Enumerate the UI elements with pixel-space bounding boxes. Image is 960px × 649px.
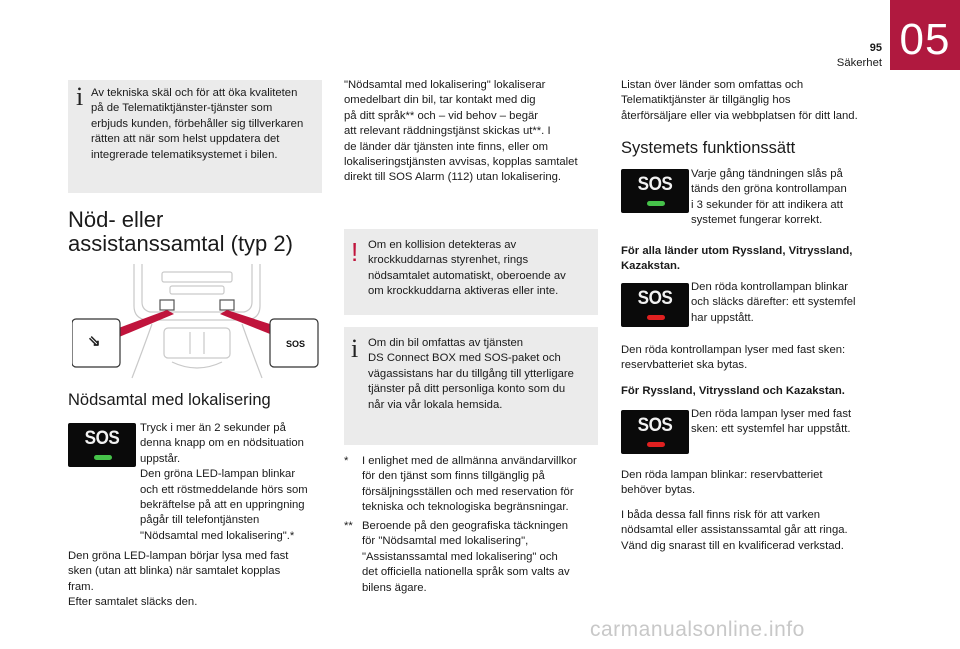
sos-button-green: SOS: [621, 169, 689, 213]
green-led-icon: [647, 201, 665, 206]
red-lamp-fixed-text-2: Den röda lampan lyser med fast sken: ett systemfel har uppstått.: [691, 408, 852, 436]
green-led-description: Den gröna LED-lampan börjar lysa med fast sken (utan att blinka) när samtalet kopplas fram. Efter samtalet släcks den.: [68, 550, 289, 609]
section-title: Säkerhet: [836, 57, 882, 69]
footnote-1-mark: *: [344, 455, 349, 467]
footnote-1: I enlighet med de allmänna användarvillkor för den tjänst som finns tillgänglig på försäljningsställen och med reservation för tekniska och teknologiska begränsningar.: [362, 455, 577, 514]
localisation-paragraph: "Nödsamtal med lokalisering" lokaliserar omedelbart din bil, tar kontakt med dig på ditt språk** och – vid behov – begär att relevant räddningstjänst skickas ut**. I de länder där tjänsten inte finns, eller om lokaliseringstjänsten avvisas, kopplas samtalet direkt till SOS Alarm (112) utan lokalisering.: [344, 79, 578, 184]
final-warning-text: I båda dessa fall finns risk för att varken nödsamtal eller assistanssamtal går att ringa. Vänd dig snarast till en kvalificerad verkstad.: [621, 509, 848, 552]
watermark: carmanualsonline.info: [590, 618, 805, 641]
main-heading: Nöd- eller assistanssamtal (typ 2): [68, 207, 293, 256]
red-led-icon: [647, 442, 665, 447]
subheading-emergency-call: Nödsamtal med lokalisering: [68, 391, 271, 409]
red-lamp-fixed-text: Den röda kontrollampan lyser med fast sken: reservbatteriet ska bytas.: [621, 344, 846, 372]
footnote-2-mark: **: [344, 520, 353, 532]
system-function-heading: Systemets funktionssätt: [621, 139, 796, 157]
warning-icon: !: [351, 237, 359, 267]
green-led-icon: [94, 455, 112, 460]
footnote-2: Beroende på den geografiska täckningen för "Nödsamtal med lokalisering", "Assistanssamtal med lokalisering" och det officiella nationella språk som valts av bilens ägare.: [362, 520, 570, 594]
assistance-call-icon: ⇘: [88, 333, 101, 350]
countries-except-heading: För alla länder utom Ryssland, Vitryssland, Kazakstan.: [621, 245, 853, 273]
info-box-2-text: Om din bil omfattas av tjänsten DS Connect BOX med SOS-paket och vägassistans har du tillgång till ytterligare tjänster på ditt personliga konto som du når via vår lokala hemsida.: [368, 337, 574, 411]
console-illustration: [72, 262, 322, 380]
chapter-tab: [890, 0, 960, 70]
sos-button-label: SOS: [286, 339, 306, 349]
sos-button-red: SOS: [621, 283, 689, 327]
warning-text: Om en kollision detekteras av krockkuddarnas styrenhet, rings nödsamtalet automatiskt, oberoende av om krockkuddarna aktiveras eller inte.: [368, 239, 566, 298]
chapter-number: 05: [899, 15, 951, 64]
page-number: 95: [869, 42, 882, 54]
sos-button-red: SOS: [621, 410, 689, 454]
red-led-icon: [647, 315, 665, 320]
red-lamp-blink-text: Den röda kontrollampan blinkar och släcks därefter: ett systemfel har uppstått.: [691, 281, 856, 324]
red-lamp-blink-battery-text: Den röda lampan blinkar: reservbatteriet behöver bytas.: [621, 469, 823, 497]
russia-heading: För Ryssland, Vitryssland och Kazakstan.: [621, 385, 845, 397]
green-lamp-text: Varje gång tändningen slås på tänds den gröna kontrollampan i 3 sekunder för att indikera att systemet fungerar korrekt.: [691, 168, 847, 227]
info-box-1-text: Av tekniska skäl och för att öka kvaliteten på de Telematiktjänster-tjänster som erbjuds kunden, förbehåller sig tillverkaren rätten att när som helst uppdatera det integrerade telematiksystemet i bilen.: [91, 87, 304, 161]
sos-instructions: Tryck i mer än 2 sekunder på denna knapp om en nödsituation uppstår. Den gröna LED-lampan blinkar och ett röstmeddelande hörs som bekräftelse på att en uppringning pågår till telefontjänsten "Nödsamtal med lokalisering".*: [140, 422, 308, 542]
info-icon: i: [351, 334, 359, 363]
sos-button-green: SOS: [68, 423, 136, 467]
info-icon: i: [76, 82, 84, 111]
country-list-paragraph: Listan över länder som omfattas och Telematiktjänster är tillgänglig hos återförsäljare eller via webbplatsen för ditt land.: [621, 79, 858, 122]
